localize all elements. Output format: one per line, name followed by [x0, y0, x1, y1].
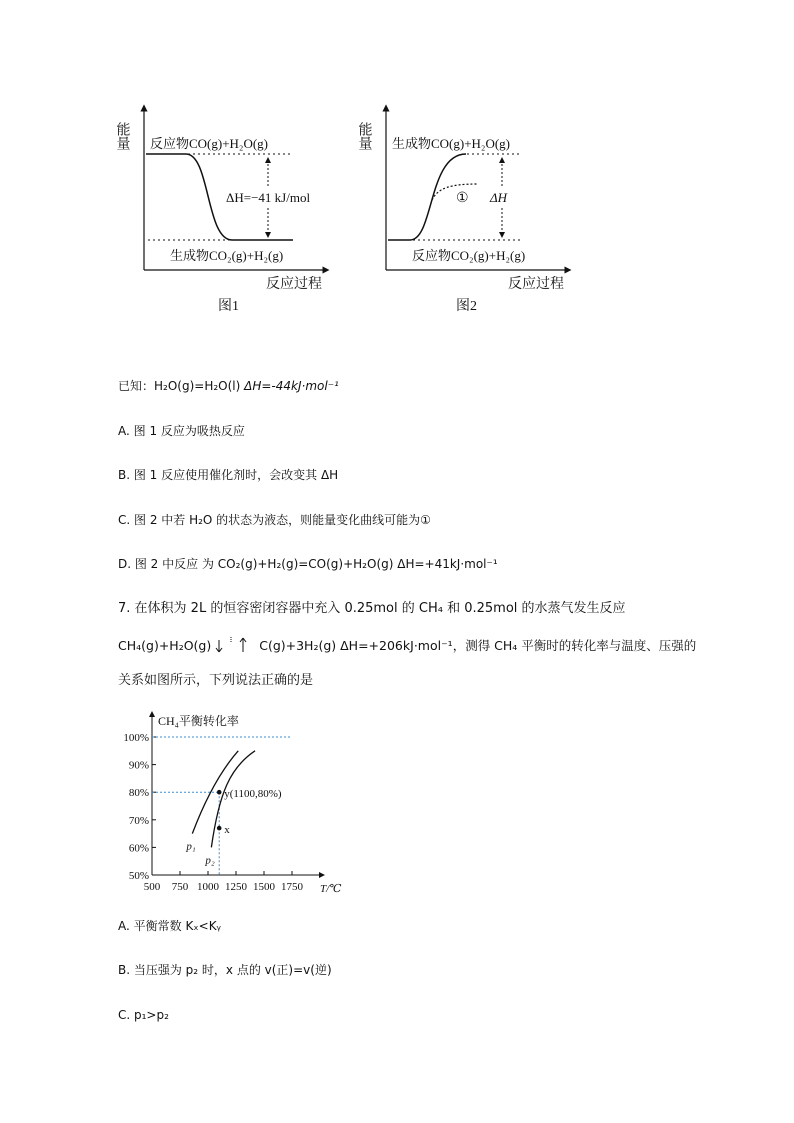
- ch4-conversion-chart: [112, 708, 362, 898]
- chart-x-label: T/℃: [320, 883, 342, 895]
- bottom-label: 生成物CO₂(g)+H₂(g): [170, 248, 284, 263]
- x-tick-label: 1250: [225, 881, 247, 893]
- curve-1-dashed: [432, 184, 478, 200]
- bottom-label: 反应物CO₂(g)+H₂(g): [412, 248, 526, 263]
- y-label-1: 能量: [114, 122, 130, 150]
- x-label: 反应过程: [266, 277, 322, 292]
- given-prefix: 已知：: [118, 379, 155, 393]
- q7-products: C(g)+3H₂(g) ΔH=+206kJ·mol⁻¹，测得 CH₄ 平衡时的转化率与温度、压强的: [259, 638, 697, 653]
- point-marker: [217, 826, 222, 831]
- q7-option-b: B. 当压强为 p₂ 时，x 点的 v(正)=v(逆): [118, 963, 332, 977]
- given-equation: H₂O(g)=H₂O(l): [154, 379, 241, 393]
- series-1-label: p₁: [186, 840, 196, 853]
- chart-title: CH₄平衡转化率: [158, 714, 239, 728]
- top-label: 反应物CO(g)+H₂O(g): [150, 136, 269, 151]
- figure-1: [114, 100, 348, 318]
- energy-curve: [388, 154, 466, 240]
- caption: 图2: [456, 299, 477, 314]
- top-label: 生成物CO(g)+H₂O(g): [392, 136, 511, 151]
- y-tick-label: 80%: [128, 787, 149, 800]
- dh-label: ΔH=−41 kJ/mol: [226, 190, 311, 205]
- x-tick-label: 1000: [197, 881, 219, 893]
- equilibrium-arrow-icon: [215, 636, 255, 654]
- q7-stem-line2: [118, 636, 696, 654]
- y-tick-label: 90%: [128, 759, 149, 772]
- y-tick-label: 60%: [128, 842, 149, 855]
- x-tick-label: 1750: [281, 881, 303, 893]
- point-marker: [217, 790, 222, 795]
- q7-option-a: A. 平衡常数 Kₓ<Kᵧ: [118, 919, 222, 933]
- given-line: [118, 378, 339, 394]
- q6-option-c: C. 图 2 中若 H₂O 的状态为液态，则能量变化曲线可能为①: [118, 513, 431, 527]
- y-tick-label: 50%: [128, 870, 149, 882]
- q7-reactants: CH₄(g)+H₂O(g): [118, 638, 212, 653]
- figure-2: [356, 100, 592, 318]
- point-label: y(1100,80%): [224, 788, 282, 801]
- series-2-label: p₂: [205, 854, 215, 867]
- y-tick-label: 70%: [128, 814, 149, 827]
- given-dh: ΔH=-44kJ·mol⁻¹: [244, 379, 339, 393]
- x-tick-label: 750: [171, 881, 189, 893]
- q7-option-c: C. p₁>p₂: [118, 1008, 169, 1022]
- dh-label: ΔH: [490, 190, 508, 205]
- q7-stem-line1: 7. 在体积为 2L 的恒容密闭容器中充入 0.25mol 的 CH₄ 和 0.25mol 的水蒸气发生反应: [118, 601, 626, 616]
- q6-option-d: D. 图 2 中反应 为 CO₂(g)+H₂(g)=CO(g)+H₂O(g) ΔH=+41kJ·mol⁻¹: [118, 557, 498, 571]
- curve-marker: ①: [456, 191, 469, 206]
- x-label: 反应过程: [508, 277, 564, 292]
- q6-option-a: A. 图 1 反应为吸热反应: [118, 424, 245, 438]
- caption: 图1: [218, 299, 239, 314]
- x-tick-label: 500: [143, 881, 161, 893]
- q7-stem-line3: 关系如图所示，下列说法正确的是: [118, 673, 314, 688]
- q6-option-b: B. 图 1 反应使用催化剂时，会改变其 ΔH: [118, 468, 339, 482]
- point-label: x: [224, 824, 230, 837]
- y-tick-label: 100%: [123, 732, 149, 744]
- y-label-2: 能量: [356, 122, 372, 150]
- x-tick-label: 1500: [253, 881, 275, 893]
